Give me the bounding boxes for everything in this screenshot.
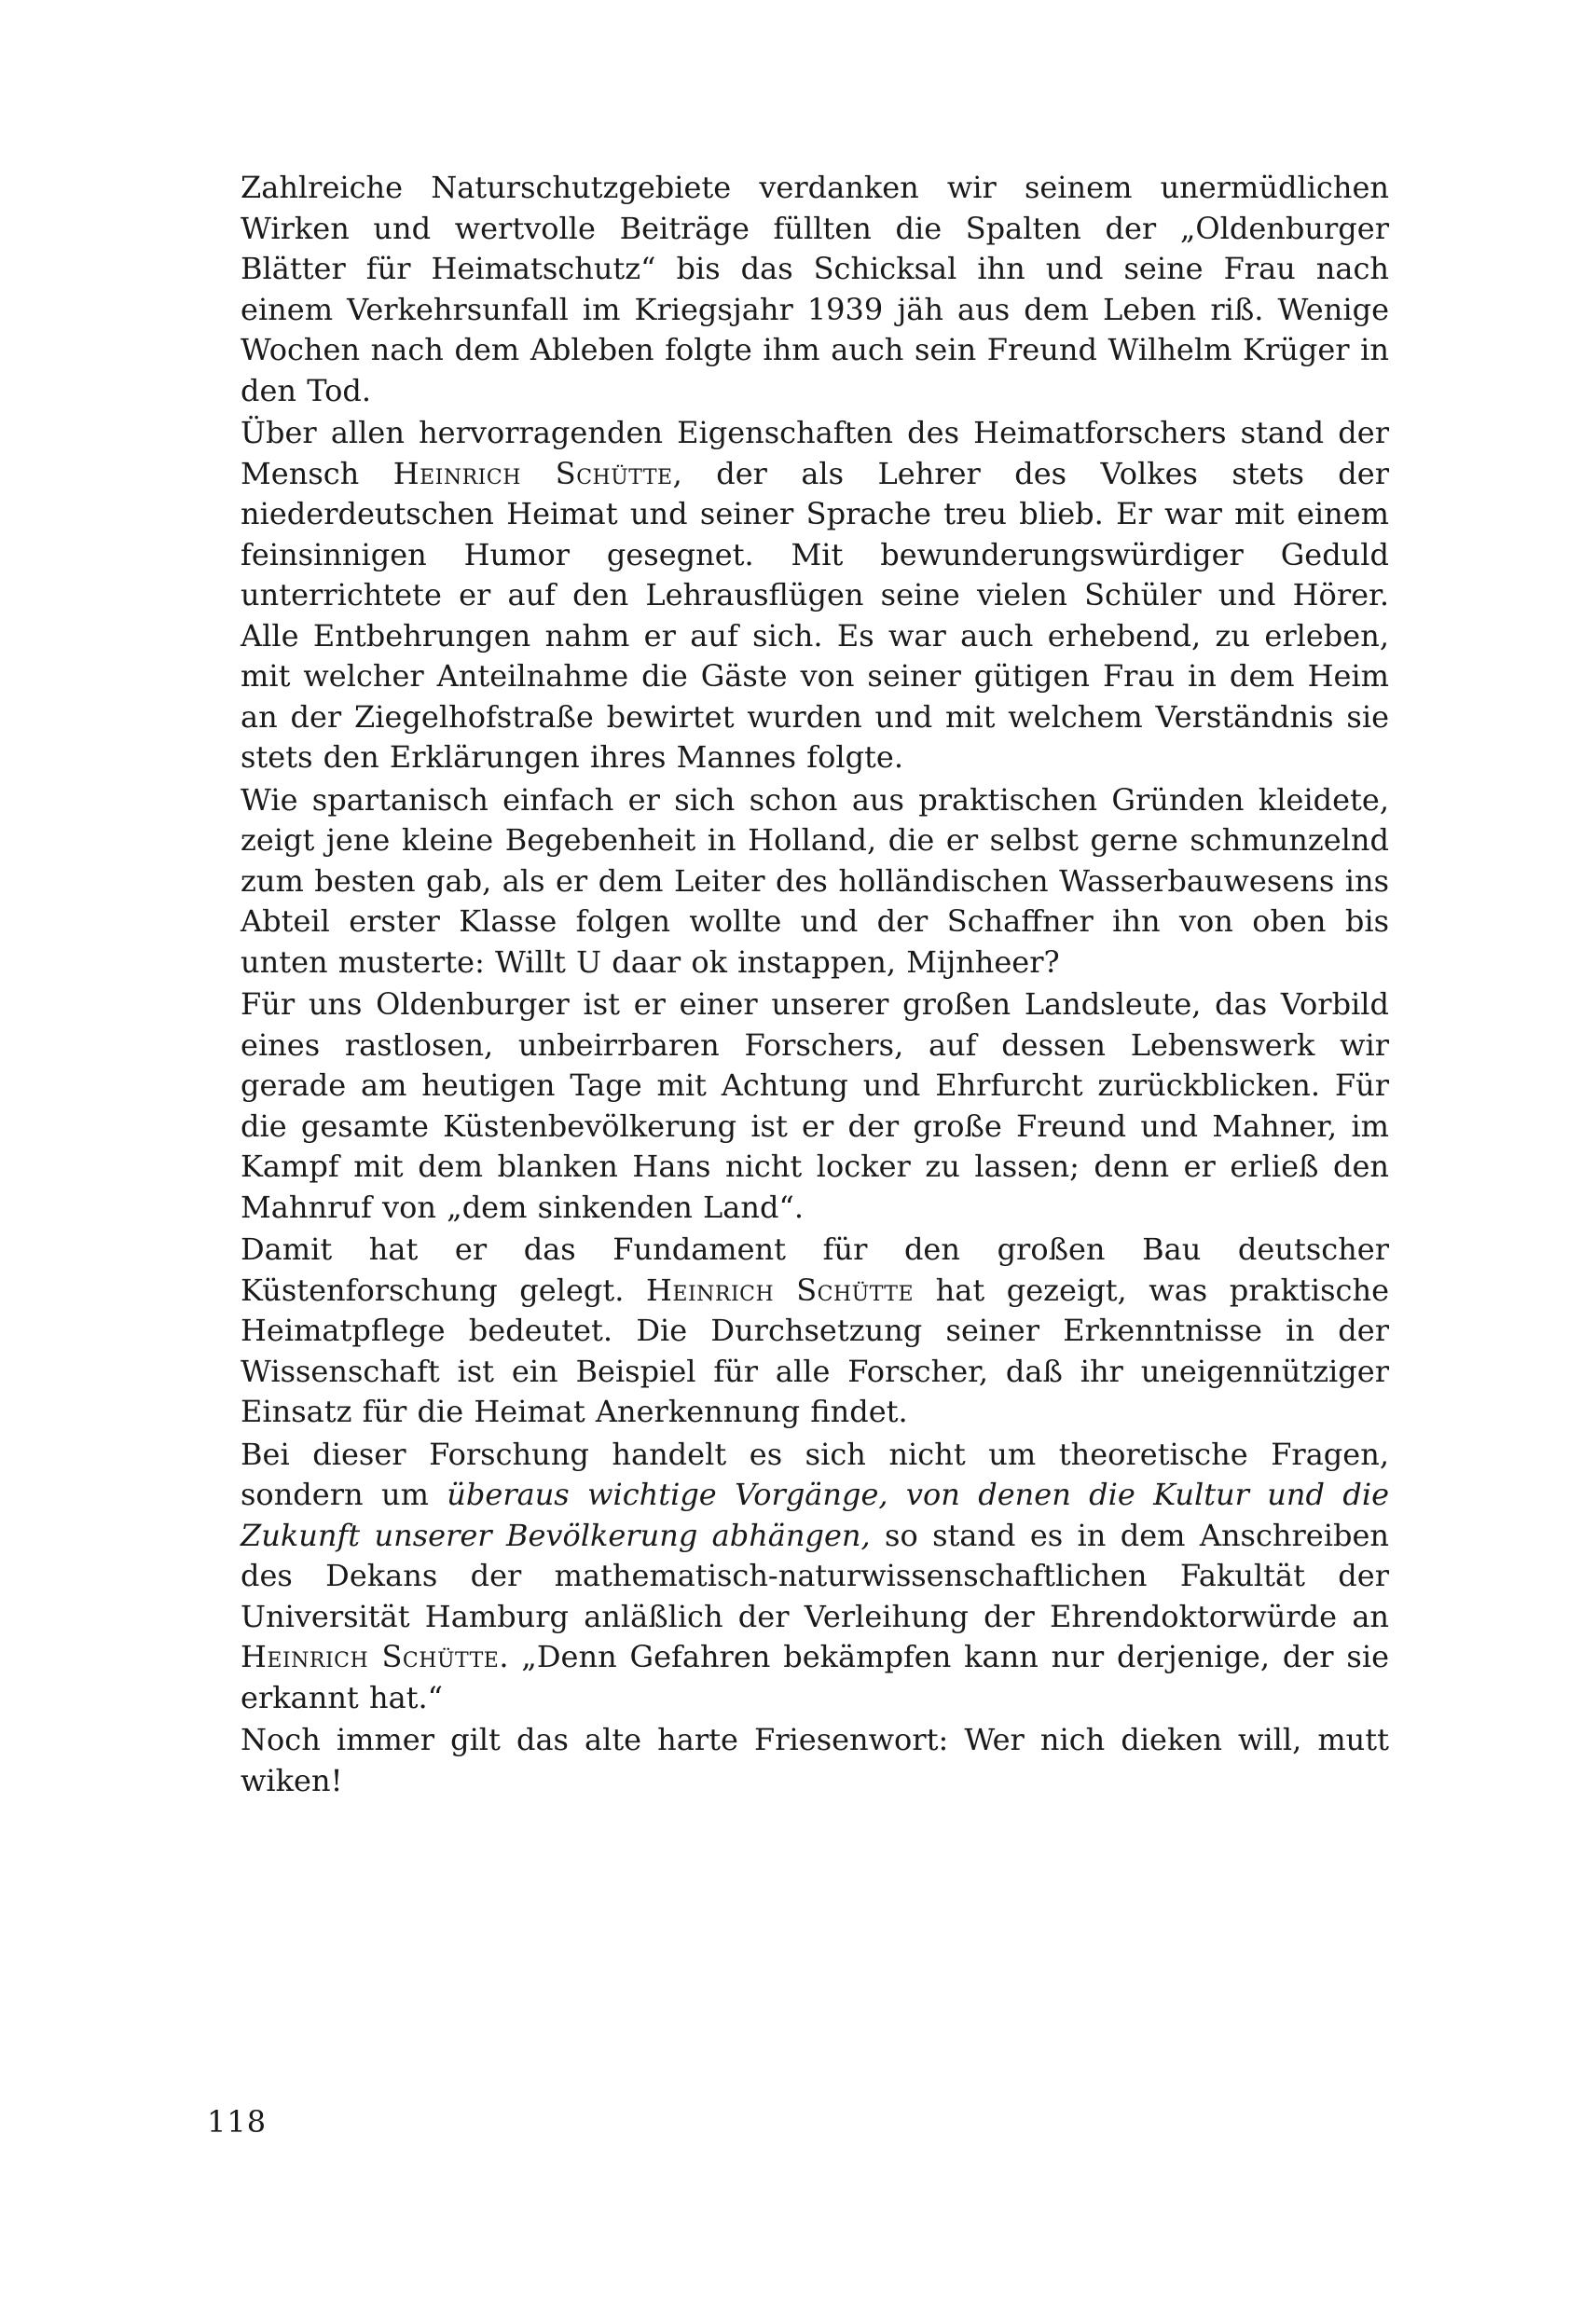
- paragraph-1-text: Zahlreiche Naturschutzgebiete verdanken wir seinem unermüdlichen Wirken und wertvolle Beiträge füllten die Spalten der „Oldenburger Blätter für Heimatschutz“ bis das Schicksal ihn und seine Frau nach einem Verkehrsunfall im Kriegsjahr 1939 jäh aus dem Leben riß. Wenige Wochen nach dem Ableben folgte ihm auch sein Freund Wilhelm Krüger in den Tod.: [241, 170, 1389, 408]
- paragraph-2-text-b: , der als Lehrer des Volkes stets der niederdeutschen Heimat und seiner Sprache treu blieb. Er war mit einem feinsinnigen Humor gesegnet. Mit bewunderungswürdiger Geduld unterrichtete er auf den Lehrausflügen seine vielen Schüler und Hörer. Alle Entbehrungen nahm er auf sich. Es war auch erhebend, zu erleben, mit welcher Anteilnahme die Gäste von seiner gütigen Frau in dem Heim an der Ziegelhofstraße bewirtet wurden und mit welchem Verständnis sie stets den Erklärungen ihres Mannes folgte.: [241, 455, 1390, 775]
- paragraph-5-text-b: hat gezeigt, was praktische Heimatpflege bedeutet. Die Durchsetzung seiner Erkenntnisse in der Wissenschaft ist ein Beispiel für alle Forscher, daß ihr uneigennütziger Einsatz für die Heimat Anerkennung findet.: [241, 1272, 1390, 1429]
- paragraph-3: [241, 780, 1389, 984]
- page-number: 118: [207, 2104, 268, 2140]
- paragraph-7: [241, 1720, 1389, 1801]
- paragraph-2-text-a: Über allen hervorragenden Eigenschaften des Heimatforschers stand der Mensch: [241, 415, 1389, 491]
- paragraph-6: [241, 1435, 1389, 1719]
- paragraph-5: [241, 1230, 1389, 1433]
- paragraph-5-text-a: Damit hat er das Fundament für den großen Bau deutscher Küstenforschung gelegt.: [241, 1232, 1389, 1308]
- paragraph-4-text: Für uns Oldenburger ist er einer unserer großen Landsleute, das Vorbild eines rastlosen, unbeirrbaren Forschers, auf dessen Lebenswerk wir gerade am heutigen Tage mit Achtung und Ehrfurcht zurückblicken. Für die gesamte Küstenbevölkerung ist er der große Freund und Mahner, im Kampf mit dem blanken Hans nicht locker zu lassen; denn er erließ den Mahnruf von „dem sinkenden Land“.: [241, 986, 1389, 1225]
- paragraph-4: [241, 984, 1389, 1228]
- author-name-smallcaps: Heinrich Schütte: [241, 1639, 500, 1674]
- paragraph-3-text: Wie spartanisch einfach er sich schon aus praktischen Gründen kleidete, zeigt jene kleine Begebenheit in Holland, die er selbst gerne schmunzelnd zum besten gab, als er dem Leiter des holländischen Wasserbauwesens ins Abteil erster Klasse folgen wollte und der Schaffner ihn von oben bis unten musterte: Willt U daar ok instappen, Mijnheer?: [241, 781, 1389, 980]
- paragraph-1: [241, 168, 1389, 411]
- italic-quote: überaus wichtige Vorgänge, von denen die Kultur und die Zukunft unserer Bevölkerung abhängen,: [241, 1477, 1390, 1553]
- paragraph-6-text-a: Bei dieser Forschung handelt es sich nicht um theoretische Fragen, sondern um: [241, 1436, 1389, 1512]
- paragraph-7-text: Noch immer gilt das alte harte Friesenwort: Wer nich dieken will, mutt wiken!: [241, 1722, 1389, 1798]
- paragraph-6-text-b: so stand es in dem Anschreiben des Dekans der mathematisch-naturwissenschaftlichen Fakultät der Universität Hamburg anläßlich der Verleihung der Ehrendoktorwürde an: [241, 1517, 1390, 1634]
- paragraph-6-text-c: . „Denn Gefahren bekämpfen kann nur derjenige, der sie erkannt hat.“: [241, 1639, 1390, 1715]
- page-body: [241, 168, 1389, 1803]
- author-name-smallcaps: Heinrich Schütte: [645, 1272, 915, 1308]
- paragraph-2: [241, 413, 1389, 778]
- author-name-smallcaps: Heinrich Schütte: [392, 455, 673, 491]
